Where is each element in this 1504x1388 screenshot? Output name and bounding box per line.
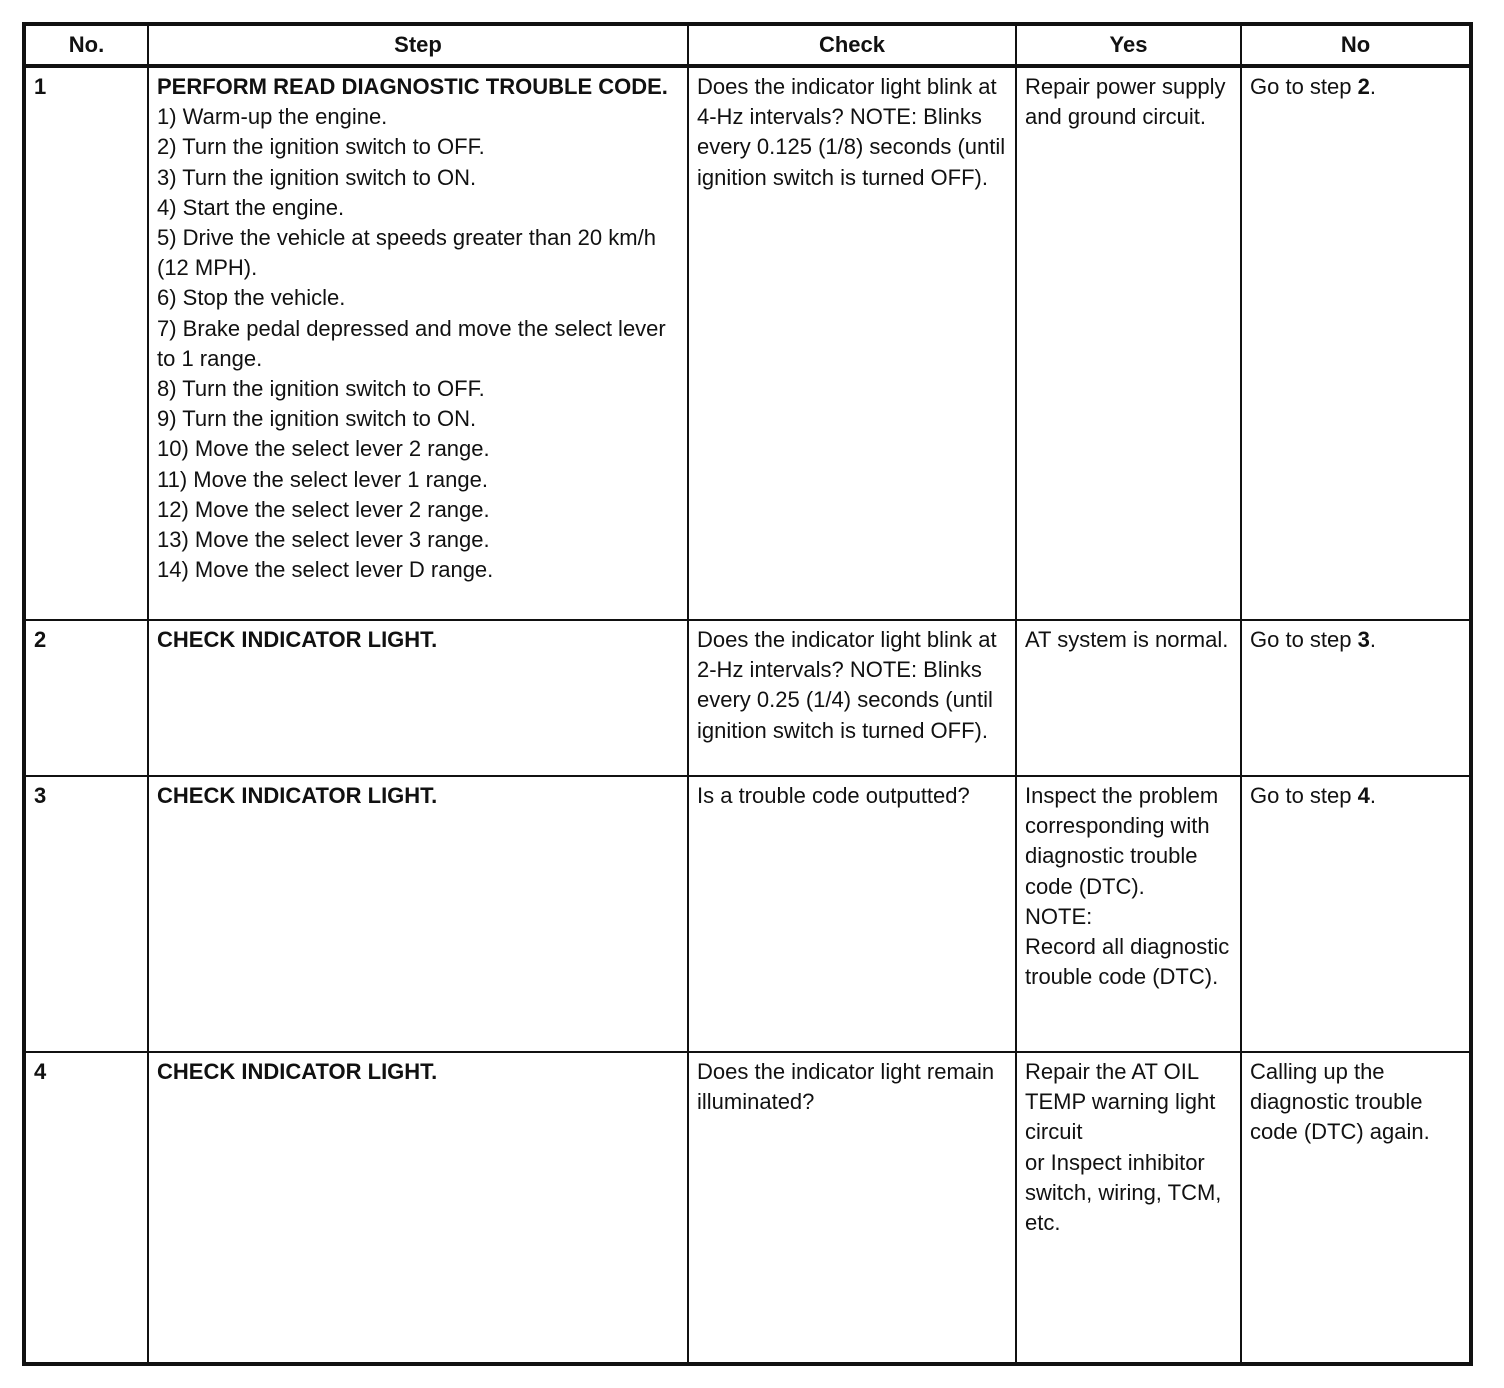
check-cell: Does the indicator light remain illuminated? [688,1052,1016,1364]
row-number: 4 [24,1052,148,1364]
yes-line: Record all diagnostic trouble code (DTC). [1025,934,1230,990]
step-instruction: 6) Stop the vehicle. [157,285,346,311]
yes-cell [1016,776,1241,1052]
step-instruction: 12) Move the select lever 2 range. [157,496,490,522]
check-cell: Does the indicator light blink at 2-Hz intervals? NOTE: Blinks every 0.25 (1/4) seconds (until ignition switch is turned OFF). [688,620,1016,776]
goto-step-number: 2 [1357,74,1370,99]
goto-suffix: . [1369,627,1376,652]
step-instruction: 7) Brake pedal depressed and move the select lever to 1 range. [157,315,666,371]
goto-step-number: 4 [1357,783,1370,808]
step-instruction: 5) Drive the vehicle at speeds greater than 20 km/h (12 MPH). [157,225,656,281]
header-no: No. [24,24,148,66]
no-cell [1241,776,1471,1052]
diagnostic-table [22,22,1473,1366]
step-cell [148,776,688,1052]
header-check: Check [688,24,1016,66]
row-number: 1 [24,66,148,620]
yes-line: NOTE: [1025,903,1093,929]
header-step: Step [148,24,688,66]
row-number: 2 [24,620,148,776]
step-cell [148,66,688,620]
table-row [24,776,1471,1052]
step-cell [148,1052,688,1364]
step-title: PERFORM READ DIAGNOSTIC TROUBLE CODE. [157,74,668,99]
step-instruction: 4) Start the engine. [157,194,345,220]
goto-suffix: . [1369,783,1376,808]
goto-prefix: Go to step [1250,627,1358,652]
step-instruction: 14) Move the select lever D range. [157,557,494,583]
no-cell: Calling up the diagnostic trouble code (DTC) again. [1241,1052,1471,1364]
step-instruction: 8) Turn the ignition switch to OFF. [157,376,485,402]
check-cell: Is a trouble code outputted? [688,776,1016,1052]
goto-prefix: Go to step [1250,783,1358,808]
yes-line: Inspect the problem corresponding with diagnostic trouble code (DTC). [1025,783,1219,899]
table-row [24,66,1471,620]
step-instruction: 2) Turn the ignition switch to OFF. [157,134,485,160]
goto-step-number: 3 [1357,627,1370,652]
yes-cell [1016,1052,1241,1364]
step-title: CHECK INDICATOR LIGHT. [157,627,438,652]
header-row [24,24,1471,66]
yes-line: Repair the AT OIL TEMP warning light circuit [1025,1059,1216,1145]
table-row [24,1052,1471,1364]
step-instruction: 9) Turn the ignition switch to ON. [157,406,477,432]
step-instruction: 11) Move the select lever 1 range. [157,466,488,492]
check-cell: Does the indicator light blink at 4-Hz intervals? NOTE: Blinks every 0.125 (1/8) seconds (until ignition switch is turned OFF). [688,66,1016,620]
no-cell [1241,620,1471,776]
step-cell [148,620,688,776]
goto-prefix: Go to step [1250,74,1358,99]
goto-suffix: . [1369,74,1376,99]
step-title: CHECK INDICATOR LIGHT. [157,783,438,808]
header-no-answer: No [1241,24,1471,66]
step-instruction: 3) Turn the ignition switch to ON. [157,164,477,190]
no-cell [1241,66,1471,620]
step-instruction: 1) Warm-up the engine. [157,104,388,130]
step-instruction: 10) Move the select lever 2 range. [157,436,490,462]
yes-cell: Repair power supply and ground circuit. [1016,66,1241,620]
step-title: CHECK INDICATOR LIGHT. [157,1059,438,1084]
yes-line: or Inspect inhibitor switch, wiring, TCM, etc. [1025,1149,1222,1236]
table-row [24,620,1471,776]
header-yes: Yes [1016,24,1241,66]
yes-cell: AT system is normal. [1016,620,1241,776]
row-number: 3 [24,776,148,1052]
step-instruction: 13) Move the select lever 3 range. [157,527,490,553]
